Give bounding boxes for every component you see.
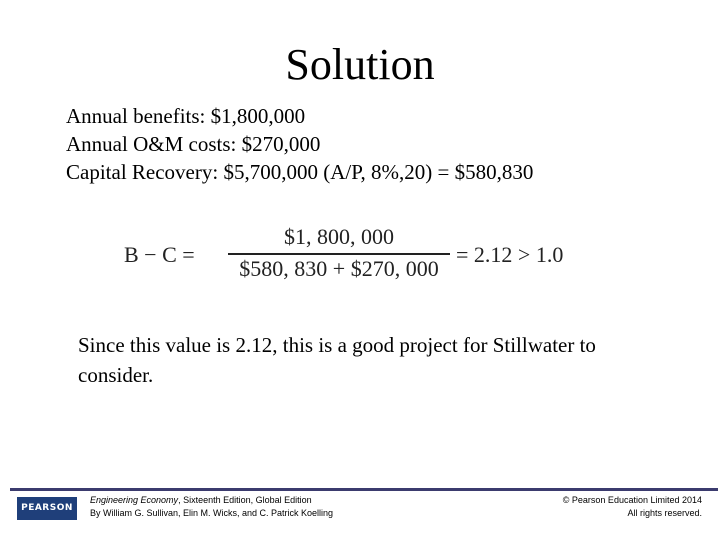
book-edition: , Sixteenth Edition, Global Edition bbox=[178, 495, 312, 505]
equation-lhs: B − C = bbox=[124, 242, 195, 267]
equation-numerator: $1, 800, 000 bbox=[284, 224, 394, 249]
slide-title: Solution bbox=[285, 40, 435, 89]
fact-om-costs: Annual O&M costs: $270,000 bbox=[66, 132, 321, 156]
pearson-logo: PEARSON bbox=[17, 497, 77, 520]
book-title: Engineering Economy bbox=[90, 495, 179, 505]
conclusion-text: Since this value is 2.12, this is a good project for Stillwater to consider. bbox=[78, 333, 596, 387]
fraction-bar bbox=[228, 253, 450, 255]
footer-copyright bbox=[563, 494, 702, 520]
equation-rhs: = 2.12 > 1.0 bbox=[456, 242, 564, 267]
fact-annual-benefits: Annual benefits: $1,800,000 bbox=[66, 104, 306, 128]
equation-denominator: $580, 830 + $270, 000 bbox=[239, 256, 439, 281]
equation-fraction bbox=[228, 224, 450, 284]
facts-list bbox=[66, 102, 533, 186]
footer-citation bbox=[90, 494, 333, 520]
footer-divider bbox=[10, 488, 718, 491]
fact-capital-recovery: Capital Recovery: $5,700,000 (A/P, 8%,20) = $580,830 bbox=[66, 160, 534, 184]
book-authors: By William G. Sullivan, Elin M. Wicks, and C. Patrick Koelling bbox=[90, 508, 334, 518]
copyright-line: © Pearson Education Limited 2014 bbox=[562, 495, 702, 505]
rights-line: All rights reserved. bbox=[627, 508, 702, 518]
